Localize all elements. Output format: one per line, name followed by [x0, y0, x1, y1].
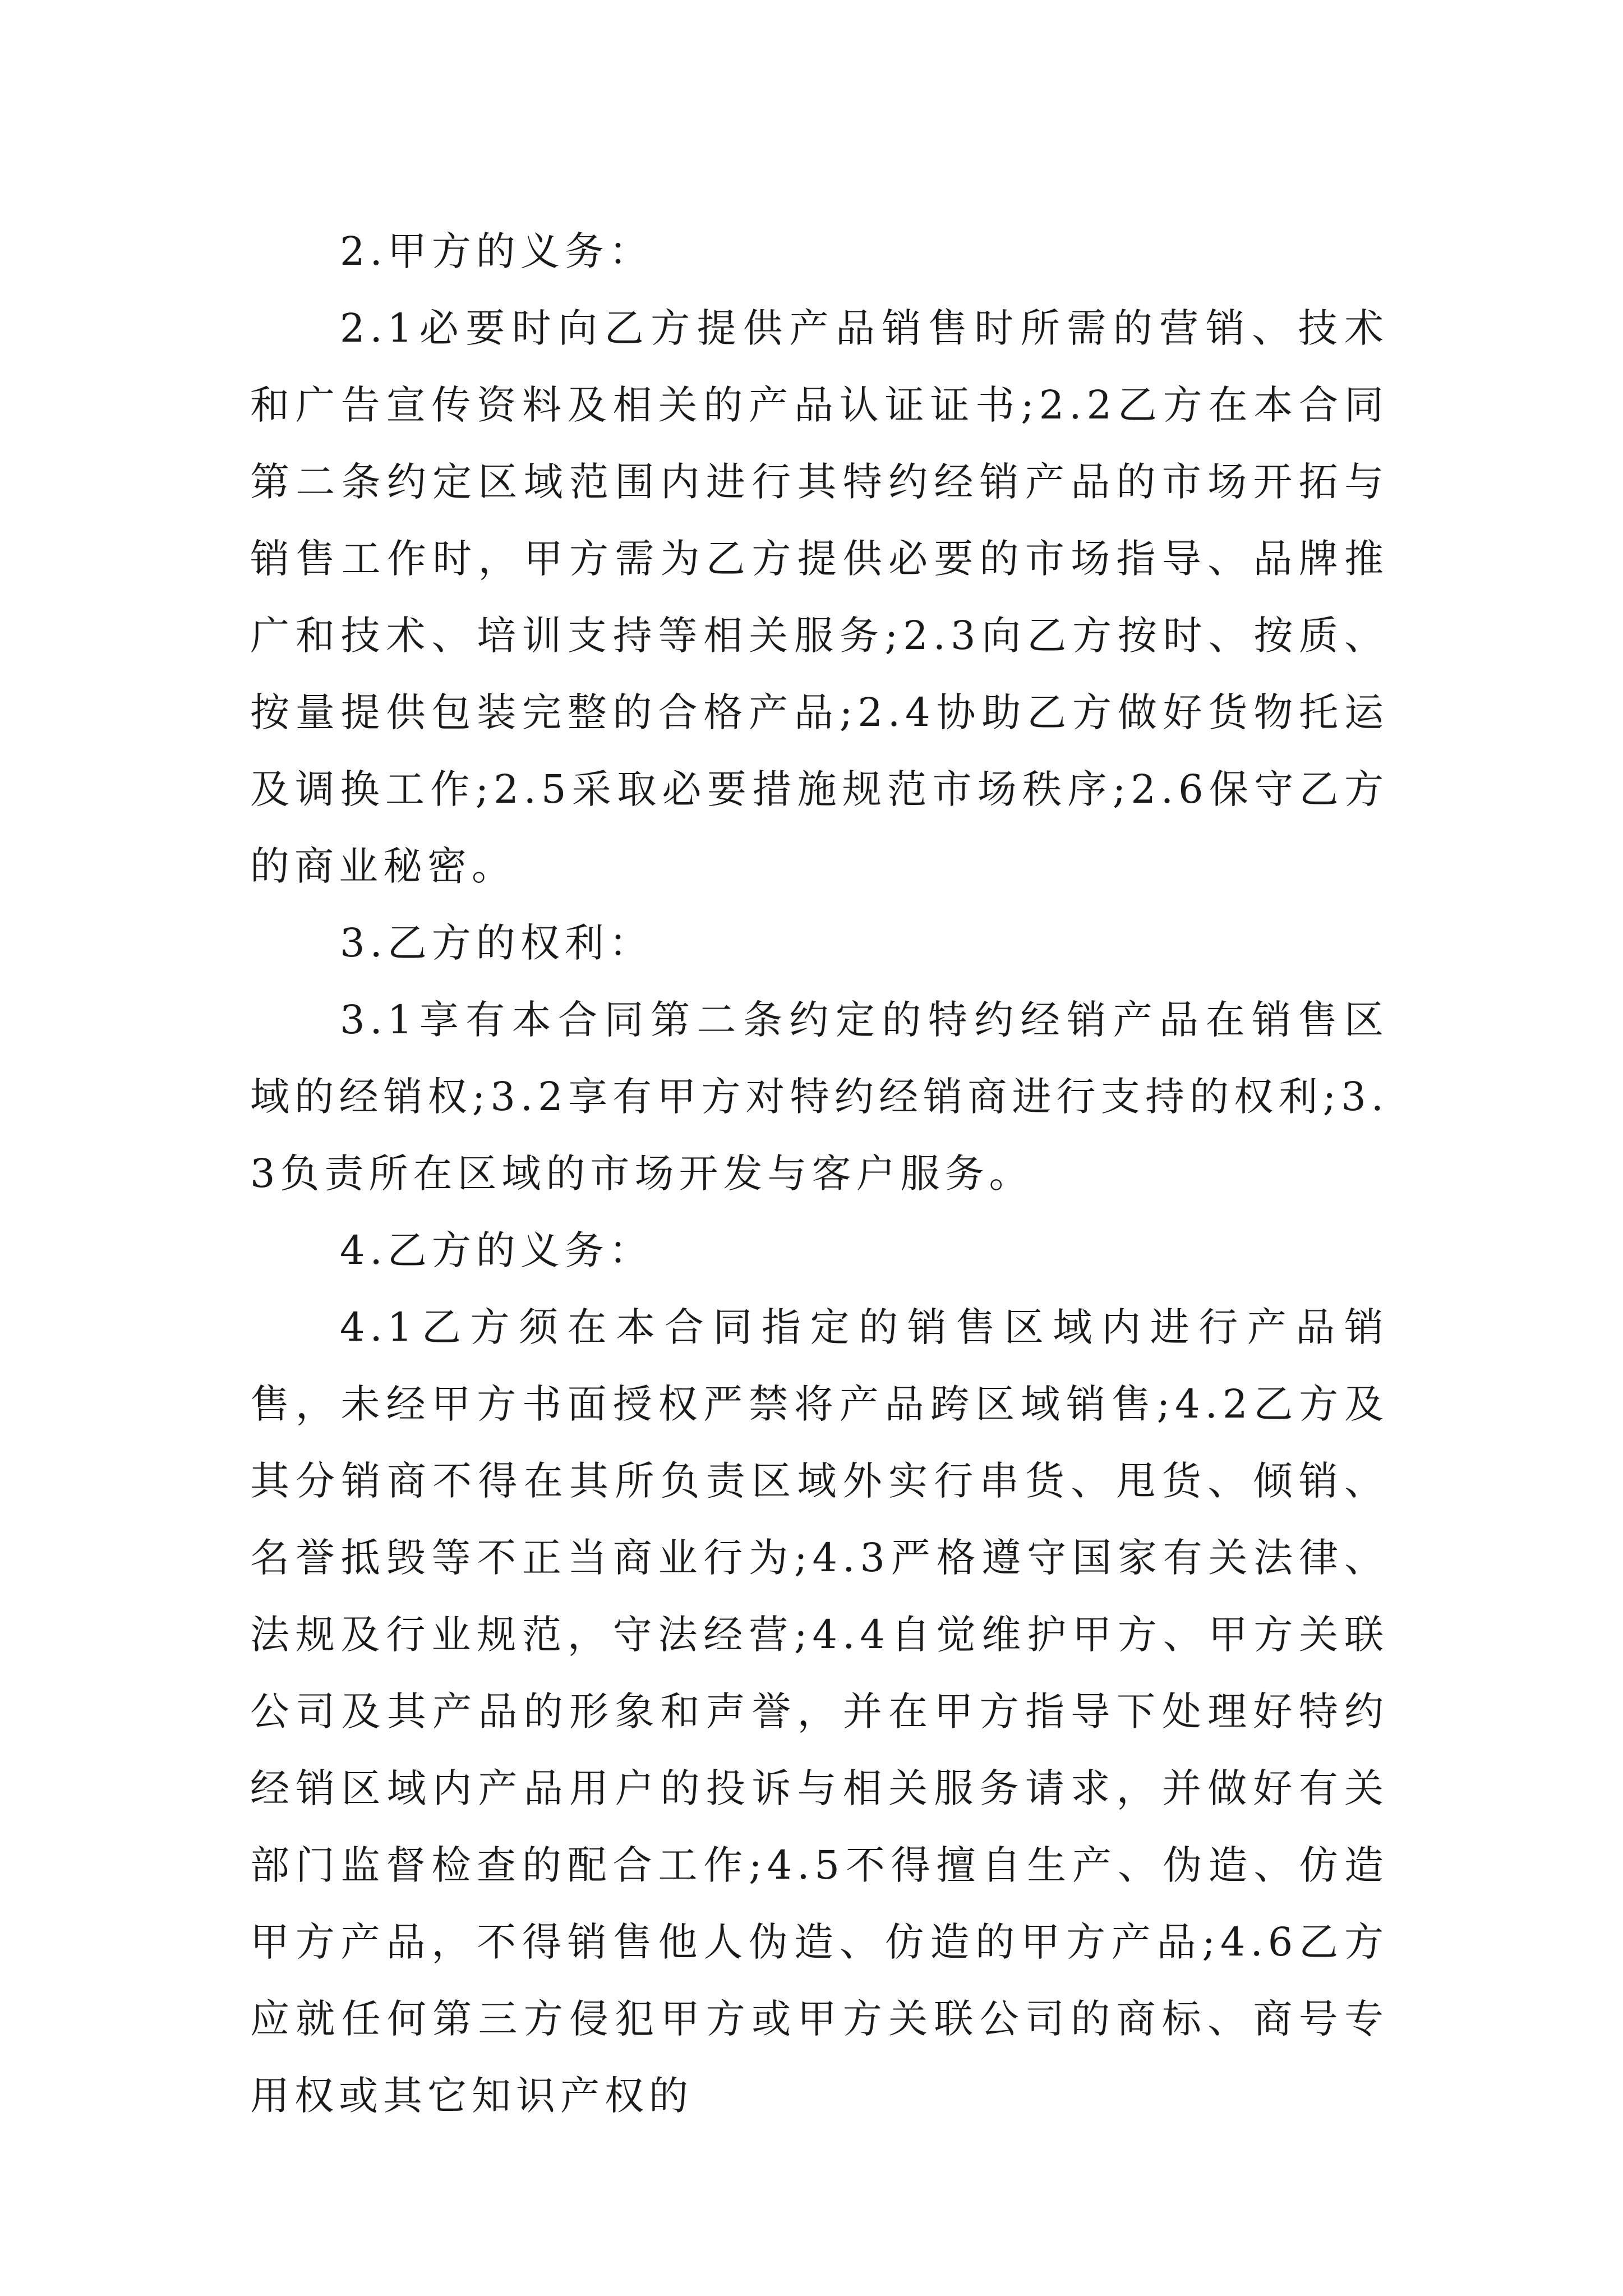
section-heading-party-b-rights: 3.乙方的权利： — [340, 920, 653, 966]
paragraph-party-b-obligations: 4.1乙方须在本合同指定的销售区域内进行产品销售，未经甲方书面授权严禁将产品跨区域销售;4.2乙方及其分销商不得在其所负责区域外实行串货、甩货、倾销、名誉抵毁等不正当商业行为;4.3严格遵守国家有关法律、法规及行业规范，守法经营;4.4自觉维护甲方、甲方关联公司及其产品的形象和声誉，并在甲方指导下处理好特约经销区域内产品用户的投诉与相关服务请求，并做好有关部门监督检查的配合工作;4.5不得擅自生产、伪造、仿造甲方产品，不得销售他人伪造、仿造的甲方产品;4.6乙方应就任何第三方侵犯甲方或甲方关联公司的商标、商号专用权或其它知识产权的 — [250, 1304, 1389, 2119]
section-heading-party-b-obligations: 4.乙方的义务： — [340, 1227, 653, 1273]
document-body — [250, 213, 1389, 2134]
paragraph-party-b-rights: 3.1享有本合同第二条约定的特约经销产品在销售区域的经销权;3.2享有甲方对特约经销商进行支持的权利;3.3负责所在区域的市场开发与客户服务。 — [250, 997, 1389, 1197]
section-heading-party-a-obligations: 2.甲方的义务： — [340, 228, 653, 274]
paragraph-party-a-obligations: 2.1必要时向乙方提供产品销售时所需的营销、技术和广告宣传资料及相关的产品认证证书;2.2乙方在本合同第二条约定区域范围内进行其特约经销产品的市场开拓与销售工作时，甲方需为乙方提供必要的市场指导、品牌推广和技术、培训支持等相关服务;2.3向乙方按时、按质、按量提供包装完整的合格产品;2.4协助乙方做好货物托运及调换工作;2.5采取必要措施规范市场秩序;2.6保守乙方的商业秘密。 — [250, 305, 1389, 889]
